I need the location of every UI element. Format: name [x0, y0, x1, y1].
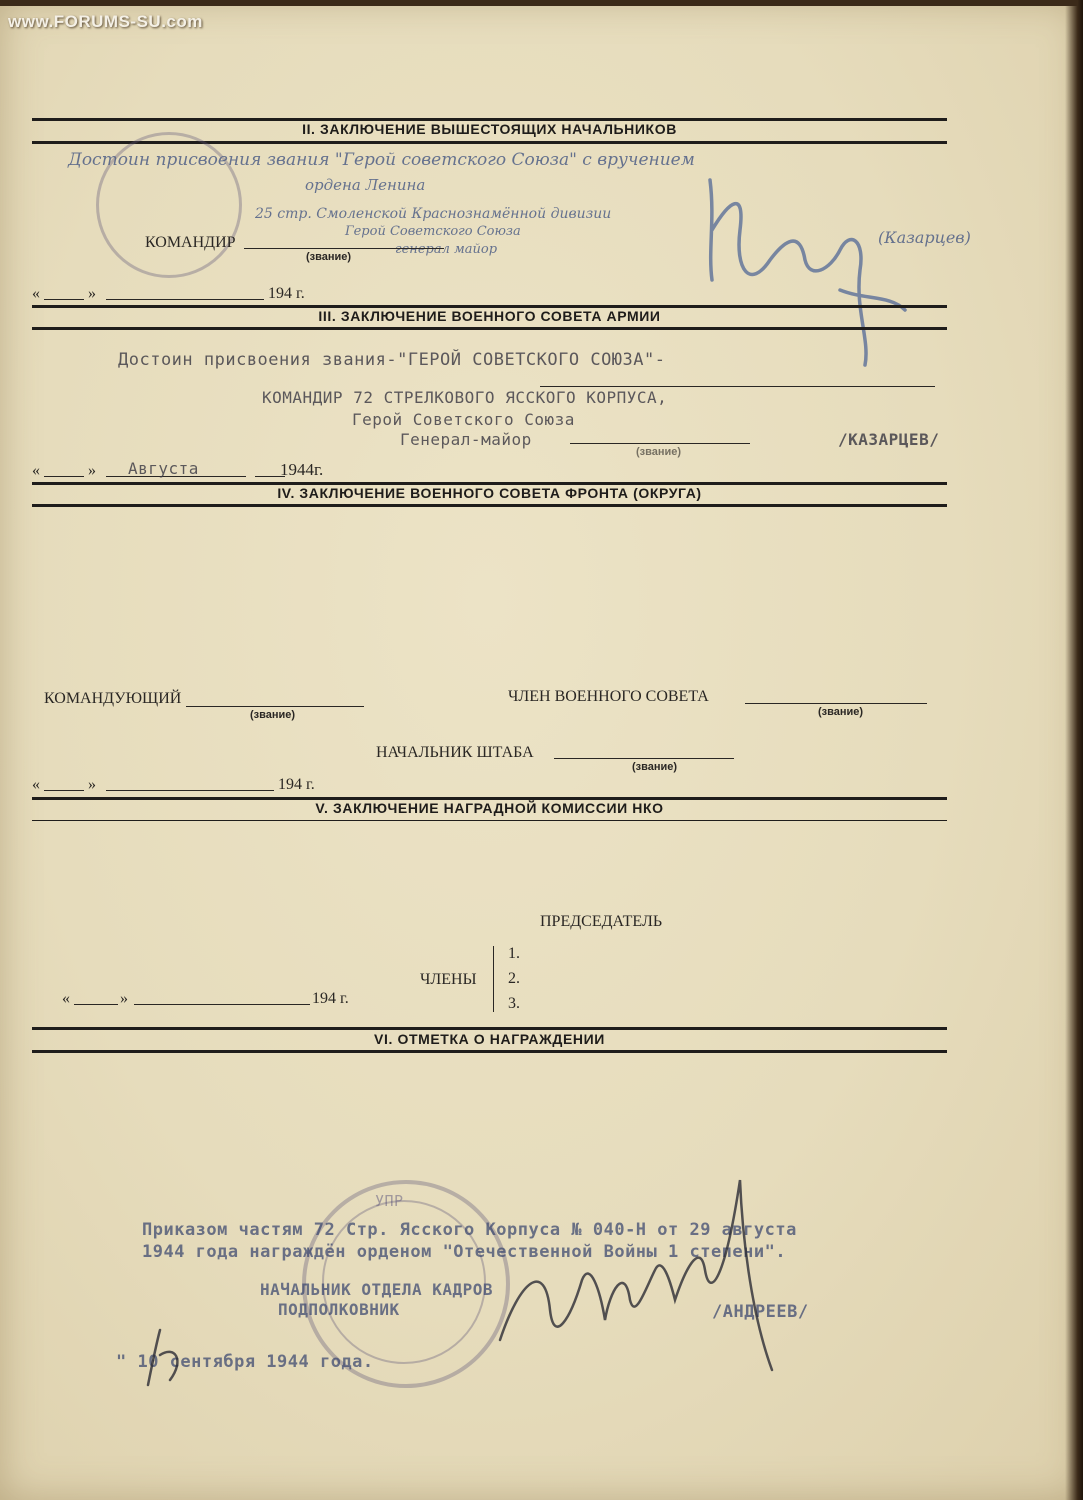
- date-quote-open: «: [62, 990, 70, 1007]
- front-commander-label: КОМАНДУЮЩИЙ: [44, 690, 182, 707]
- scan-edge-right: [1065, 0, 1083, 1500]
- rank-caption: (звание): [250, 709, 296, 721]
- date-day-line: [44, 476, 84, 477]
- handwritten-title-line: Герой Советского Союза: [345, 224, 521, 239]
- date-day-line: [44, 299, 84, 300]
- section4-header: IV. ЗАКЛЮЧЕНИЕ ВОЕННОГО СОВЕТА ФРОНТА (ОКРУГА): [277, 485, 702, 501]
- typed-order-line1: Приказом частям 72 Стр. Ясского Корпуса № 040-Н от 29 августа: [142, 1220, 797, 1240]
- chairman-label: ПРЕДСЕДАТЕЛЬ: [540, 913, 663, 930]
- commander-label: КОМАНДИР: [145, 234, 236, 251]
- seal-text: УПР: [375, 1192, 404, 1210]
- scan-edge-top: [0, 0, 1083, 6]
- chief-of-staff-label: НАЧАЛЬНИК ШТАБА: [376, 744, 534, 761]
- section5-rule-bottom: [32, 820, 947, 821]
- section6-rule-top: [32, 1027, 947, 1030]
- council-member-line: [745, 703, 927, 704]
- rank-caption: (звание): [818, 706, 864, 718]
- section2-header: II. ЗАКЛЮЧЕНИЕ ВЫШЕСТОЯЩИХ НАЧАЛЬНИКОВ: [302, 121, 677, 137]
- typed-signing-date: " 10 сентября 1944 года.: [116, 1352, 374, 1372]
- handwritten-unit-line: 25 стр. Смоленской Краснознамённой дивизии: [255, 206, 612, 222]
- date-quote-open: «: [32, 462, 40, 479]
- typed-order-line2: 1944 года награждён орденом "Отечественной Войны 1 степени".: [142, 1242, 787, 1262]
- army-commander-line: [540, 386, 935, 387]
- member-number-1: 1.: [508, 945, 520, 962]
- typed-official-position: НАЧАЛЬНИК ОТДЕЛА КАДРОВ: [260, 1280, 494, 1299]
- watermark: www.FORUMS-SU.com: [8, 12, 203, 31]
- member-number-2: 2.: [508, 970, 520, 987]
- front-commander-line: [186, 706, 364, 707]
- personnel-chief-signature: [490, 1170, 790, 1380]
- section6-rule-bottom: [32, 1050, 947, 1053]
- date-month-line: [106, 790, 274, 791]
- commander-rank-line: [244, 248, 444, 249]
- typed-title-line: Герой Советского Союза: [352, 410, 575, 429]
- handwritten-name: (Казарцев): [878, 228, 971, 247]
- year-label: 194 г.: [278, 776, 315, 793]
- council-member-label: ЧЛЕН ВОЕННОГО СОВЕТА: [508, 688, 709, 705]
- date-month-line: [106, 299, 264, 300]
- typed-position-line: КОМАНДИР 72 СТРЕЛКОВОГО ЯССКОГО КОРПУСА,: [262, 388, 668, 407]
- handwritten-resolution-line1: Достоин присвоения звания "Герой советского Союза" с вручением: [68, 150, 695, 170]
- date-quote-close: »: [88, 462, 96, 479]
- section3-header: III. ЗАКЛЮЧЕНИЕ ВОЕННОГО СОВЕТА АРМИИ: [318, 308, 661, 324]
- typed-year: 1944г.: [280, 460, 324, 479]
- date-day-line: [44, 790, 84, 791]
- handwritten-resolution-line2: ордена Ленина: [305, 176, 426, 194]
- members-label: ЧЛЕНЫ: [420, 971, 477, 988]
- date-quote-open: «: [32, 776, 40, 793]
- typed-name: /КАЗАРЦЕВ/: [838, 430, 940, 449]
- date-quote-close: »: [88, 776, 96, 793]
- date-quote-close: »: [120, 990, 128, 1007]
- year-label: 194 г.: [268, 285, 305, 302]
- typed-official-rank: ПОДПОЛКОВНИК: [278, 1300, 400, 1319]
- member-number-3: 3.: [508, 995, 520, 1012]
- date-quote-open: «: [32, 285, 40, 302]
- year-label: 194 г.: [312, 990, 349, 1007]
- typed-resolution-line1: Достоин присвоения звания-"ГЕРОЙ СОВЕТСКОГО СОЮЗА"-: [118, 350, 666, 370]
- date-day-line: [74, 1004, 118, 1005]
- section3-rule-bottom: [32, 327, 947, 330]
- typed-month: Августа: [128, 459, 199, 478]
- date-quote-close: »: [88, 285, 96, 302]
- date-month-line: [134, 1004, 310, 1005]
- members-bracket: [493, 946, 494, 1012]
- typed-rank-line: Генерал-майор: [400, 430, 532, 449]
- rank-caption: (звание): [632, 761, 678, 773]
- section5-header: V. ЗАКЛЮЧЕНИЕ НАГРАДНОЙ КОМИССИИ НКО: [315, 800, 664, 816]
- commander-signature: [690, 170, 920, 370]
- handwritten-day-mark: [140, 1325, 190, 1395]
- handwritten-rank-line: генерал майор: [395, 242, 498, 257]
- army-rank-line: [570, 443, 750, 444]
- chief-of-staff-line: [554, 758, 734, 759]
- rank-caption: (звание): [636, 446, 682, 458]
- section4-rule-bottom: [32, 504, 947, 507]
- rank-caption: (звание): [306, 251, 352, 263]
- typed-official-name: /АНДРЕЕВ/: [712, 1302, 809, 1322]
- section6-header: VI. ОТМЕТКА О НАГРАЖДЕНИИ: [374, 1031, 605, 1047]
